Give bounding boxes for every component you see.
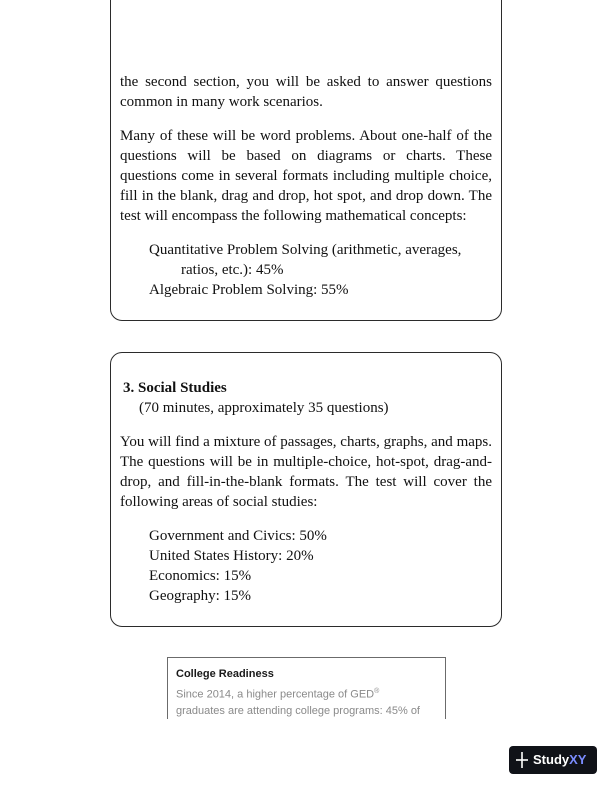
- college-readiness-sidebar: [167, 657, 446, 719]
- math-body-paragraph: Many of these will be word problems. About one-half of the questions will be based on diagrams or charts. These questions come in several formats including multiple choice, fill in the blank, drag and drop, hot spot, and drop down. The test will encompass the following mathematical concepts:: [120, 128, 492, 224]
- section-subheading: (70 minutes, approximately 35 questions): [139, 400, 389, 416]
- list-item: Economics: 15%: [149, 568, 252, 584]
- studyxy-badge[interactable]: [509, 746, 597, 774]
- social-studies-topic-list: [149, 526, 489, 606]
- brand-logo-text: [533, 752, 586, 768]
- list-item: Algebraic Problem Solving: 55%: [149, 282, 349, 298]
- sidebar-text-part1: Since 2014, a higher percentage of GED: [176, 688, 375, 701]
- sidebar-text-part2: graduates are attending college programs: 45% of: [176, 704, 420, 717]
- math-topic-list: [149, 240, 489, 300]
- math-section-box: [110, 0, 502, 321]
- section-heading: 3. Social Studies: [123, 380, 227, 396]
- social-studies-section-box: [110, 352, 502, 627]
- math-intro-paragraph: the second section, you will be asked to answer questions common in many work scenarios.: [120, 74, 492, 110]
- list-item: Geography: 15%: [149, 588, 252, 604]
- sidebar-title: College Readiness: [176, 668, 274, 680]
- brand-accent: XY: [569, 752, 587, 767]
- list-item-continuation: ratios, etc.): 45%: [181, 262, 284, 278]
- brand-main: Study: [533, 752, 570, 767]
- social-studies-body-paragraph: You will find a mixture of passages, charts, graphs, and maps. The questions will be in multiple-choice, hot-spot, drag-and-drop, and fill-in-the-blank formats. The test will cover the following areas of social studies:: [120, 434, 492, 510]
- list-item: Government and Civics: 50%: [149, 528, 327, 544]
- registered-mark: ®: [374, 688, 380, 695]
- plus-icon: [515, 750, 529, 770]
- list-item: Quantitative Problem Solving (arithmetic, averages,: [149, 242, 462, 258]
- list-item: United States History: 20%: [149, 548, 314, 564]
- sidebar-text: [176, 684, 438, 719]
